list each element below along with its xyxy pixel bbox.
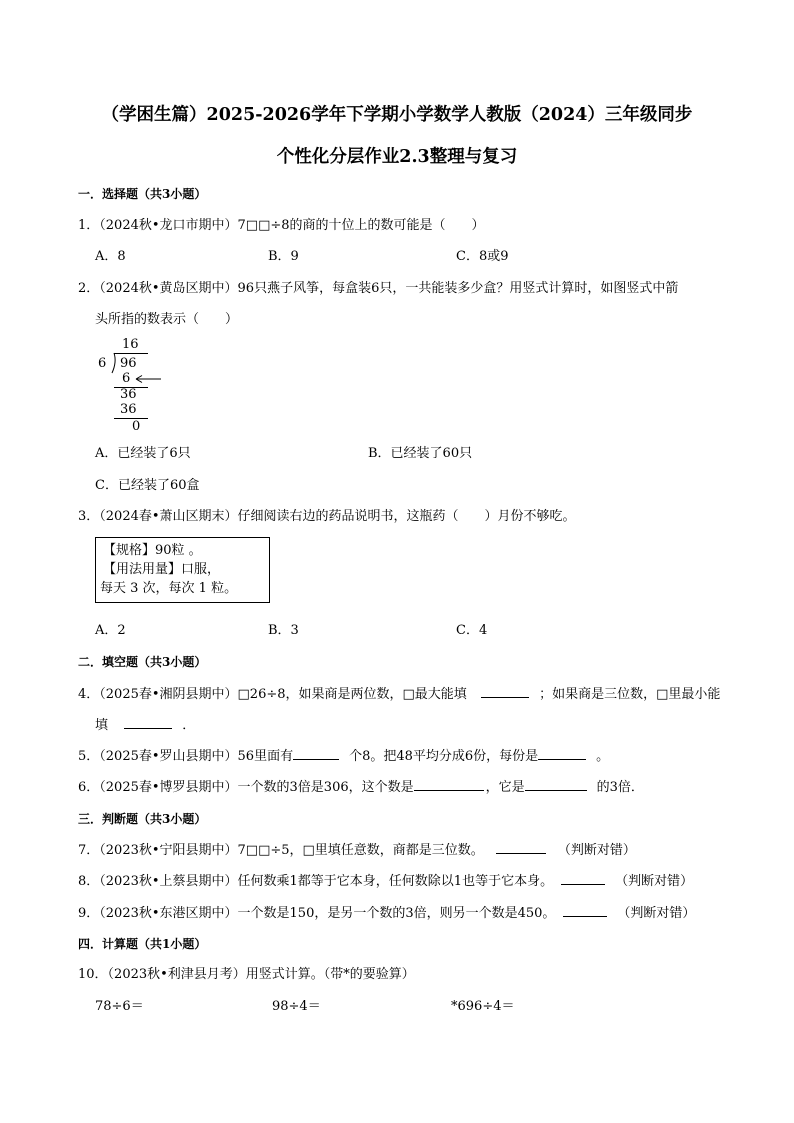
question-5-part-3: 。 [596,749,610,764]
question-5-part-2: 个8。把48平均分成6份，每份是 [349,749,539,764]
medicine-spec: 【规格】90粒 。 [103,543,202,558]
question-2-option-b[interactable]: B．已经装了60只 [368,446,473,461]
question-8-judge: （判断对错） [615,874,694,889]
question-10-text: 10．（2023秋•利津县月考）用竖式计算。（带*的要验算） [78,967,415,982]
answer-blank[interactable] [414,779,484,791]
answer-blank[interactable] [124,717,172,729]
question-9-judge: （判断对错） [617,906,696,921]
long-division-figure [90,336,180,436]
question-6-part-2: ，它是 [485,780,525,795]
division-step-3: 36 [120,402,137,417]
division-step-2: 36 [120,387,137,402]
title-line-2: 个性化分层作业2.3整理与复习 [276,147,518,167]
answer-blank[interactable] [561,873,605,885]
division-divisor: 6 [98,356,107,371]
division-dividend: 96 [120,356,137,371]
answer-blank[interactable] [481,686,529,698]
question-7-judge: （判断对错） [557,843,636,858]
division-line-2 [114,418,148,419]
question-9 [78,905,695,922]
question-8 [78,873,693,890]
arrow-left-icon [134,374,162,384]
question-4-fill-suffix: ． [182,718,196,733]
section-heading-fill: 二．填空题（共3小题） [78,655,207,669]
medicine-dosage: 每天 3 次，每次 1 粒。 [100,581,238,596]
section-heading-judge: 三．判断题（共3小题） [78,812,207,826]
question-9-text: 9．（2023秋•东港区期中）一个数是150，是另一个数的3倍，则另一个数是450。 [78,906,556,921]
question-8-text: 8．（2023秋•上蔡县期中）任何数乘1都等于它本身，任何数除以1也等于它本身。 [78,874,554,889]
question-2-text-line-2: 头所指的数表示（ ） [95,312,239,327]
question-7-text: 7．（2023秋•宁阳县期中）7□□÷5，□里填任意数，商都是三位数。 [78,843,484,858]
question-1-option-c[interactable]: C．8或9 [456,249,509,264]
expression-2: 98÷4＝ [272,999,321,1014]
answer-blank[interactable] [293,748,339,760]
division-step-1: 6 [122,371,131,386]
section-heading-calc: 四．计算题（共1小题） [78,937,207,951]
question-3-option-b[interactable]: B．3 [268,623,299,638]
answer-blank[interactable] [496,842,546,854]
answer-blank[interactable] [525,779,587,791]
question-1-option-b[interactable]: B．9 [268,249,299,264]
question-2-option-a[interactable]: A．已经装了6只 [95,446,191,461]
division-bar [114,353,148,354]
question-1-option-a[interactable]: A．8 [95,249,126,264]
expression-1: 78÷6＝ [95,999,144,1014]
question-6 [78,779,644,796]
question-7 [78,842,636,859]
question-3-option-a[interactable]: A．2 [95,623,126,638]
division-bracket [110,352,118,374]
section-heading-choice: 一．选择题（共3小题） [78,187,207,201]
question-4-part-1: 4．（2025春•湘阴县期中）□26÷8，如果商是两位数，□最大能填 [78,687,467,702]
question-5 [78,748,609,765]
question-4-part-2: ；如果商是三位数，□里最小能 [539,687,721,702]
title-line-1: （学困生篇）2025-2026学年下学期小学数学人教版（2024）三年级同步 [101,105,693,125]
question-4-line-2 [95,717,195,734]
division-quotient: 16 [122,337,139,352]
question-3-option-c[interactable]: C．4 [456,623,488,638]
answer-blank[interactable] [538,748,586,760]
division-remainder: 0 [132,419,141,434]
expression-3: *696÷4＝ [451,999,515,1014]
question-5-part-1: 5．（2025春•罗山县期中）56里面有 [78,749,294,764]
answer-blank[interactable] [563,905,607,917]
question-4-fill-prefix: 填 [95,718,109,733]
medicine-usage: 【用法用量】口服， [103,562,221,577]
question-2-option-c[interactable]: C．已经装了60盒 [95,478,200,493]
question-2-text-line-1: 2．（2024秋•黄岛区期中）96只燕子风筝，每盒装6只，一共能装多少盒？用竖式计算时，如图竖式中箭 [78,281,679,296]
question-6-part-1: 6．（2025春•博罗县期中）一个数的3倍是306，这个数是 [78,780,414,795]
question-4-line-1 [78,686,720,703]
question-3-text: 3．（2024春•萧山区期末）仔细阅读右边的药品说明书，这瓶药（ ）月份不够吃。 [78,509,576,524]
question-6-part-3: 的3倍． [596,780,644,795]
question-1-text: 1．（2024秋•龙口市期中）7□□÷8的商的十位上的数可能是（ ） [78,218,485,233]
medicine-label-box [95,537,270,603]
